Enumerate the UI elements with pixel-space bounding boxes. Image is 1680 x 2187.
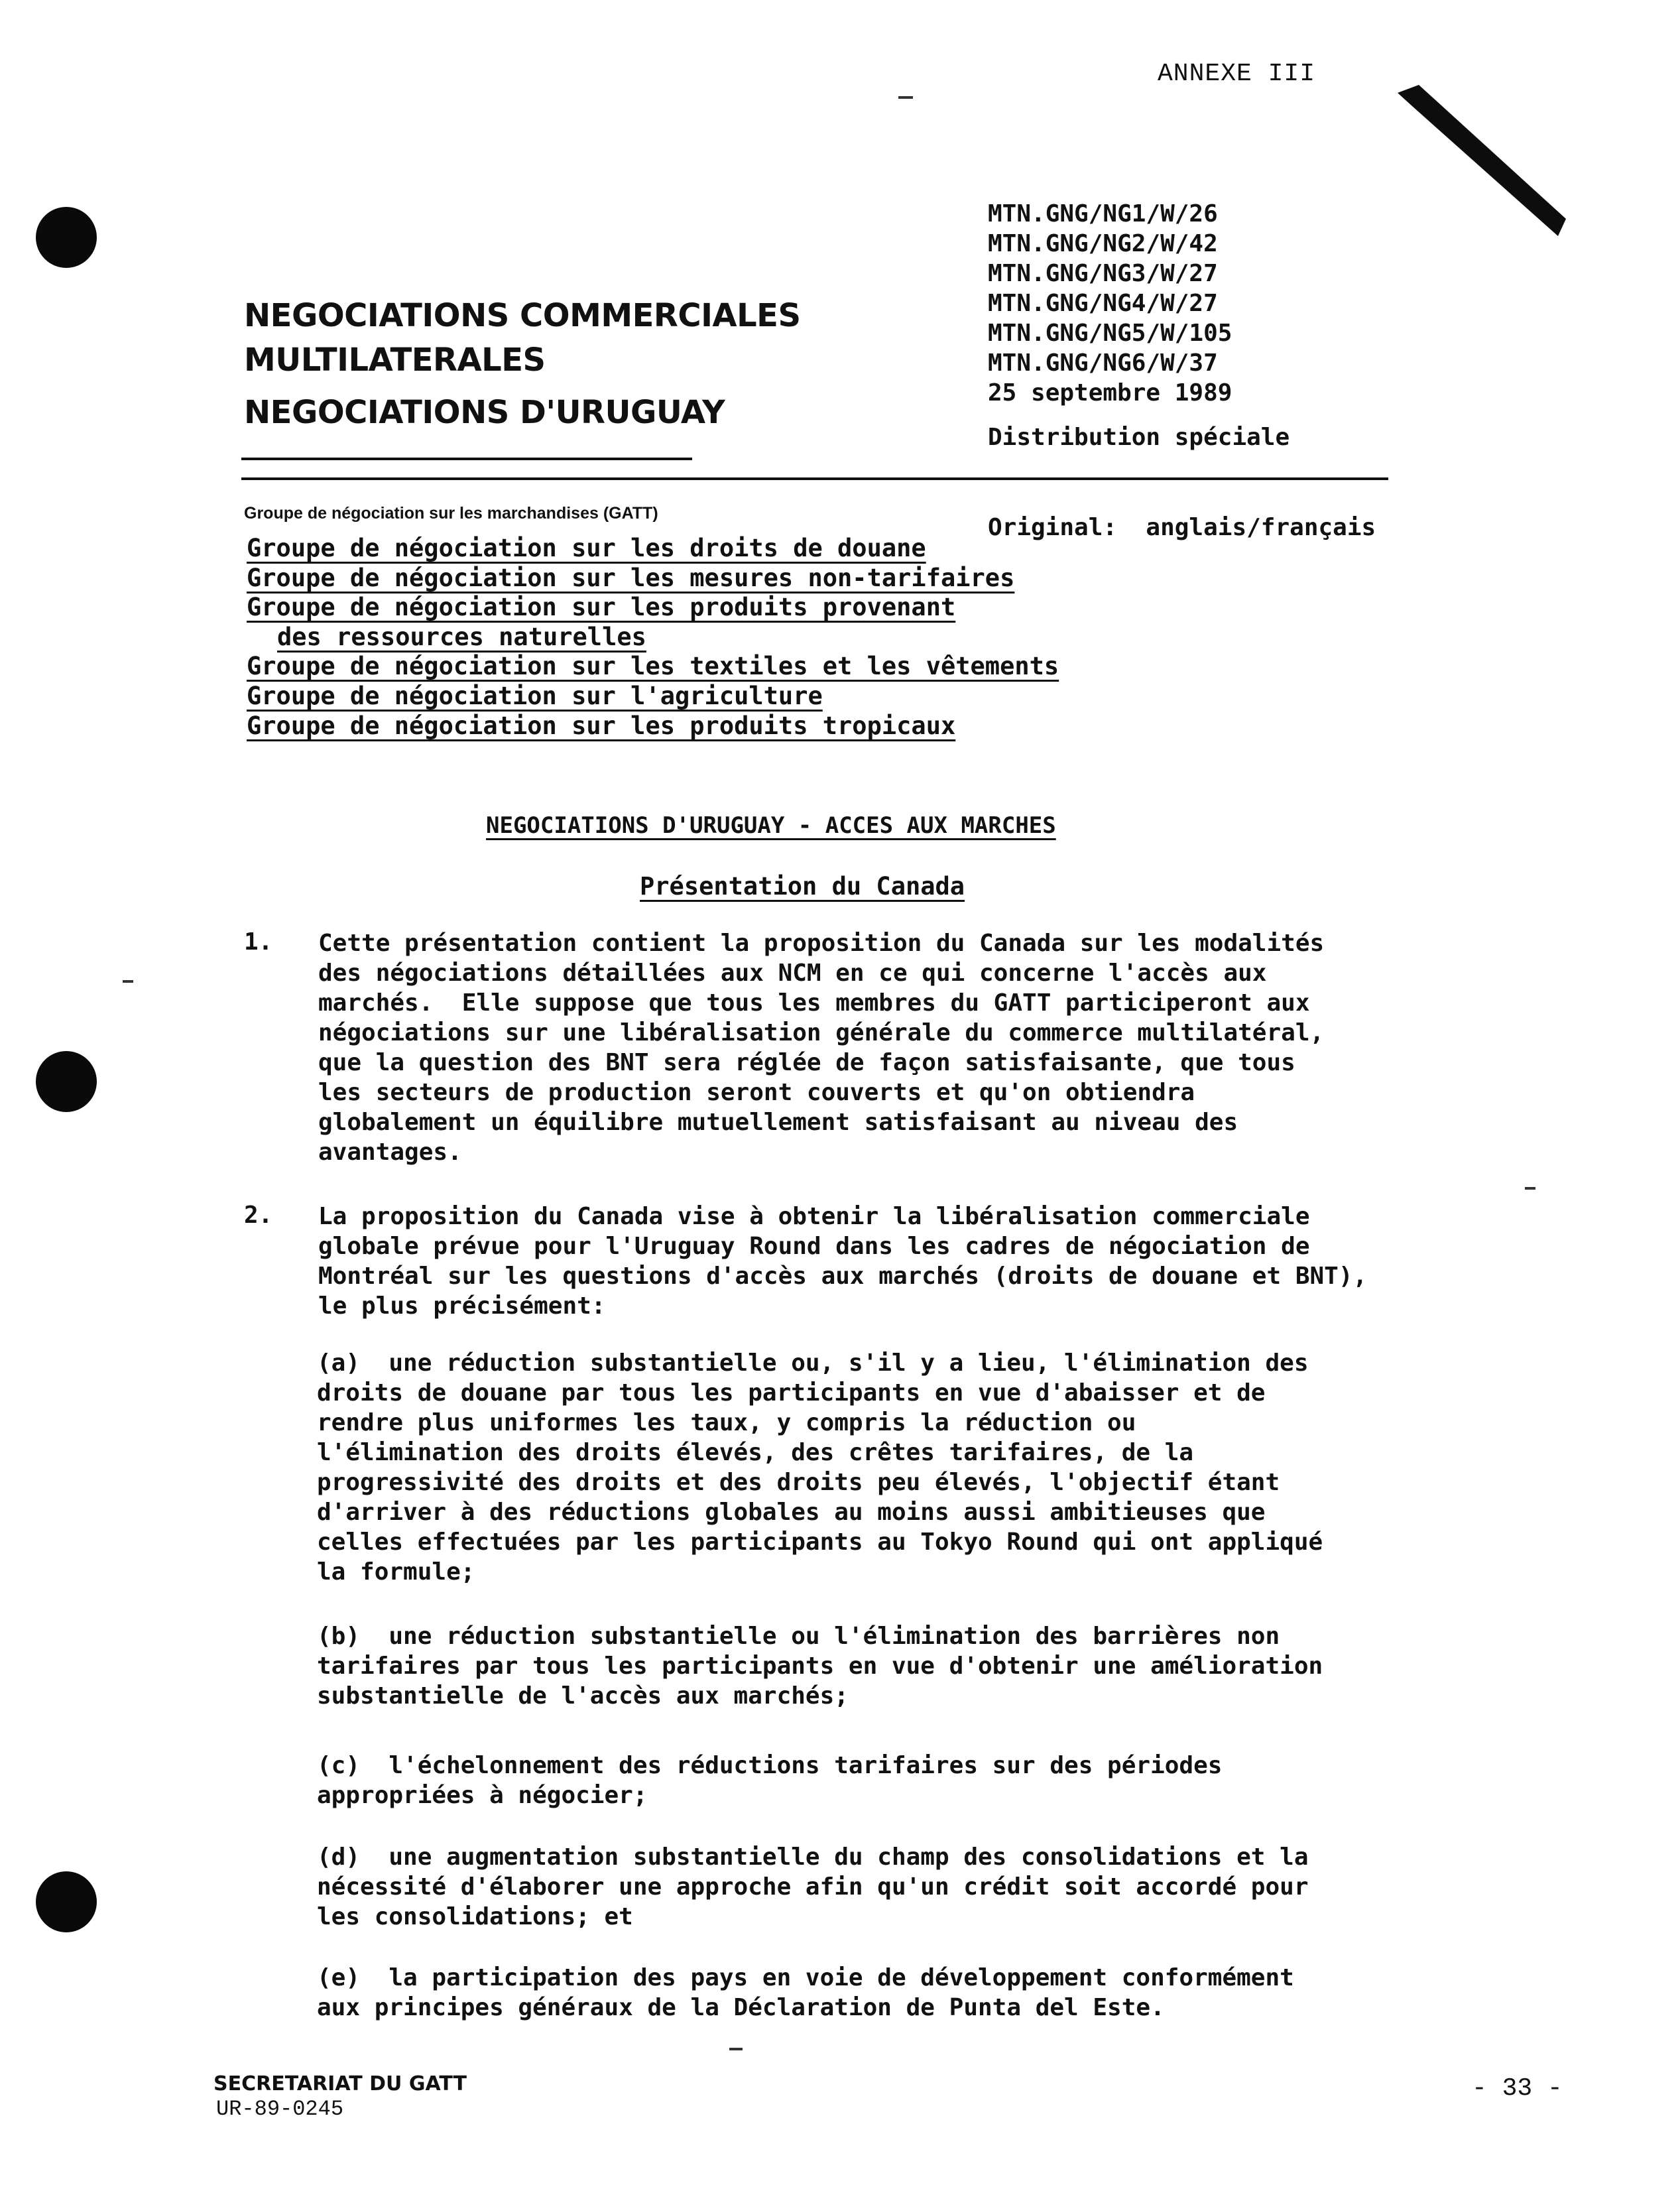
title-line-1: NEGOCIATIONS COMMERCIALES bbox=[244, 297, 801, 334]
section-heading: NEGOCIATIONS D'URUGUAY - ACCES AUX MARCHES bbox=[486, 812, 1056, 839]
symbol-ng6: MTN.GNG/NG6/W/37 bbox=[988, 349, 1218, 377]
section-subheading: Présentation du Canada bbox=[640, 872, 965, 901]
paragraph-number: 2. bbox=[244, 1202, 273, 1229]
header-rule bbox=[241, 477, 1388, 480]
footer-reference: UR-89-0245 bbox=[216, 2097, 344, 2121]
group-item: Groupe de négociation sur l'agriculture bbox=[247, 681, 823, 710]
original-language: Original: anglais/français bbox=[988, 514, 1376, 541]
punch-hole-top bbox=[36, 207, 97, 268]
scan-speck bbox=[123, 980, 133, 983]
group-item: Groupe de négociation sur les droits de douane bbox=[247, 534, 926, 562]
punch-hole-bottom bbox=[36, 1871, 97, 1932]
title-line-3: NEGOCIATIONS D'URUGUAY bbox=[244, 394, 725, 431]
symbol-ng4: MTN.GNG/NG4/W/27 bbox=[988, 290, 1218, 317]
footer-secretariat: SECRETARIAT DU GATT bbox=[213, 2072, 467, 2095]
paragraph-1: Cette présentation contient la proposition du Canada sur les modalités des négociations détaillées aux NCM en ce qui concerne l'accès aux marchés. Elle suppose que tous les membres du GATT participeront aux négociations sur une libéralisation générale du commerce multilatéral, que la question des BNT sera réglée de façon satisfaisante, que tous les secteurs de production seront couverts et qu'on obtiendra globalement un équilibre mutuellement satisfaisant au niveau des avantages. bbox=[318, 930, 1325, 1166]
group-main: Groupe de négociation sur les marchandises (GATT) bbox=[244, 504, 658, 523]
symbol-ng1: MTN.GNG/NG1/W/26 bbox=[988, 200, 1218, 227]
document-symbols bbox=[988, 199, 1290, 452]
group-list bbox=[247, 534, 1059, 741]
group-item: Groupe de négociation sur les produits tropicaux bbox=[247, 711, 956, 740]
group-item: Groupe de négociation sur les textiles et les vêtements bbox=[247, 652, 1059, 681]
paragraph-2: La proposition du Canada vise à obtenir la libéralisation commerciale globale prévue pour l'Uruguay Round dans les cadres de négociation de Montréal sur les questions d'accès aux marchés (droits de douane et BNT), le plus précisément: bbox=[318, 1203, 1368, 1320]
title-line-2: MULTILATERALES bbox=[244, 342, 546, 379]
item-c: (c) l'échelonnement des réductions tarifaires sur des périodes appropriées à négocier; bbox=[317, 1752, 1223, 1809]
item-d: (d) une augmentation substantielle du champ des consolidations et la nécessité d'élaborer une approche afin qu'un crédit soit accordé pour les consolidations; et bbox=[317, 1843, 1309, 1930]
symbol-ng3: MTN.GNG/NG3/W/27 bbox=[988, 260, 1218, 287]
item-e: (e) la participation des pays en voie de développement conformément aux principes généraux de la Déclaration de Punta del Este. bbox=[317, 1964, 1294, 2021]
item-b: (b) une réduction substantielle ou l'élimination des barrières non tarifaires par tous les participants en vue d'obtenir une amélioration substantielle de l'accès aux marchés; bbox=[317, 1623, 1323, 1710]
annex-label: ANNEXE III bbox=[1158, 60, 1316, 88]
title-underline bbox=[241, 458, 692, 460]
scan-speck bbox=[1525, 1187, 1535, 1190]
symbol-ng2: MTN.GNG/NG2/W/42 bbox=[988, 230, 1218, 257]
group-item: Groupe de négociation sur les produits provenant bbox=[247, 593, 956, 622]
group-item: des ressources naturelles bbox=[277, 622, 646, 651]
page-number: - 33 - bbox=[1472, 2074, 1563, 2103]
document-date: 25 septembre 1989 bbox=[988, 379, 1232, 406]
corner-staple-mark bbox=[1392, 80, 1571, 239]
punch-hole-middle bbox=[36, 1051, 97, 1112]
distribution: Distribution spéciale bbox=[988, 424, 1290, 451]
scan-speck bbox=[729, 2048, 743, 2050]
scan-speck bbox=[898, 96, 913, 99]
symbol-ng5: MTN.GNG/NG5/W/105 bbox=[988, 320, 1232, 347]
item-a: (a) une réduction substantielle ou, s'il y a lieu, l'élimination des droits de douane par tous les participants en vue d'abaisser et de rendre plus uniformes les taux, y compris la réduction ou l'élimination des droits élevés, des crêtes tarifaires, de la progressivité des droits et des droits peu élevés, l'objectif étant d'arriver à des réductions globales au moins aussi ambitieuses que celles effectuées par les participants au Tokyo Round qui ont appliqué la formule; bbox=[317, 1349, 1323, 1586]
paragraph-number: 1. bbox=[244, 928, 273, 956]
group-item: Groupe de négociation sur les mesures non-tarifaires bbox=[247, 563, 1015, 592]
